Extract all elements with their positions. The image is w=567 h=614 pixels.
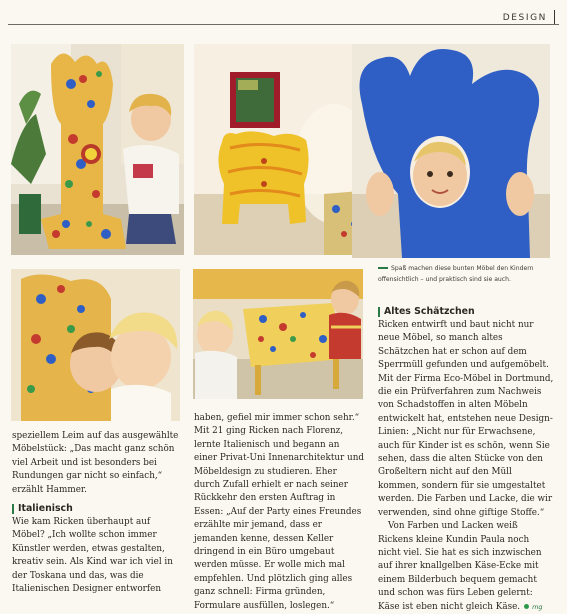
end-mark-icon — [524, 604, 529, 609]
photo-kiss-chair — [11, 269, 180, 421]
photo-children-table — [193, 269, 363, 399]
photo-yellow-dresser — [194, 44, 372, 255]
right-paragraph-2 — [378, 520, 554, 614]
caption-text: Spaß machen diese bunten Möbel den Kindern offensichtlich – und praktisch sind sie auch. — [378, 265, 534, 283]
subheading-italienisch — [12, 501, 180, 516]
column-left — [12, 430, 180, 596]
photo-boy-with-chair — [11, 44, 184, 255]
photo-blue-cutout-boy — [352, 44, 550, 258]
subheading-italienisch-text: Italienisch — [18, 503, 73, 515]
column-right — [378, 304, 554, 614]
middle-paragraph-1: haben, gefiel mir immer schon sehr.“ Mit 21 ging Ricken nach Florenz, lernte Italienisch und begann an einer Privat-Uni Innenarchitektur und Möbeldesign zu studieren. Eher durch Zufall erhielt er nach seiner Rückkehr den ersten Auftrag in Essen: „Auf der Party eines Freundes erzählte mir jemand, dass er jemanden kenne, dessen Keller dringend in ein Büro umgebaut werden müsse. Er wolle mich mal empfehlen. Und plötzlich ging alles ganz schnell: Firma gründen, Formulare ausfüllen, loslegen.“ — [194, 413, 365, 611]
column-middle — [194, 412, 364, 613]
section-mark — [554, 10, 555, 24]
caption-dash — [378, 267, 388, 268]
subheading-bar — [12, 504, 14, 514]
right-paragraph-1: Ricken entwirft und baut nicht nur neue Möbel, so manch altes Schätzchen hat er schon auf dem Sperrmüll gefunden und aufgemöbelt. Mit der Firma Eco-Möbel in Dortmund, die ein Prüfverfahren zum Nachweis von Schadstoffen in alten Möbeln entwickelt hat, entstehen neue Design-Linien: „Nicht nur für Erwachsene, auch für Kinder ist es schön, wenn Sie sehen, dass die alten Stücke von den Großeltern nicht auf den Müll kommen, sondern für sie umgestaltet werden. Die Farben und Lacke, die wir verwenden, sind ohne giftige Stoffe.“ — [378, 320, 554, 518]
author-initials: mg — [532, 602, 543, 611]
photo-caption — [378, 263, 554, 285]
right-paragraph-2-text: Von Farben und Lacken weiß Rickens kleine Kundin Paula noch nicht viel. Sie hat es sich inzwischen auf ihrer knallgelben Käse-Ecke mit einem Bilderbuch bequem gemacht und schon was fürs Leben gelernt: Käse ist eben nicht gleich Käse. — [378, 521, 542, 612]
section-label: DESIGN — [502, 13, 547, 23]
subheading-altes-schaetzchen-text: Altes Schätzchen — [384, 306, 475, 317]
header-rule — [8, 24, 559, 25]
left-paragraph-2: Wie kam Ricken überhaupt auf Möbel? „Ich wollte schon immer Künstler werden, etwas gestalten, kreativ sein. Als Kind war ich viel in der Toskana und das, was die Italienischen Designer entworfen — [12, 517, 173, 595]
subheading-altes-schaetzchen — [378, 304, 554, 319]
left-paragraph-1: speziellem Leim auf das ausgewählte Möbelstück: „Das macht ganz schön viel Arbeit und ist besonders bei Rundungen gar nicht so einfach,“ erzählt Hammer. — [12, 431, 179, 495]
subheading-bar — [378, 307, 380, 317]
